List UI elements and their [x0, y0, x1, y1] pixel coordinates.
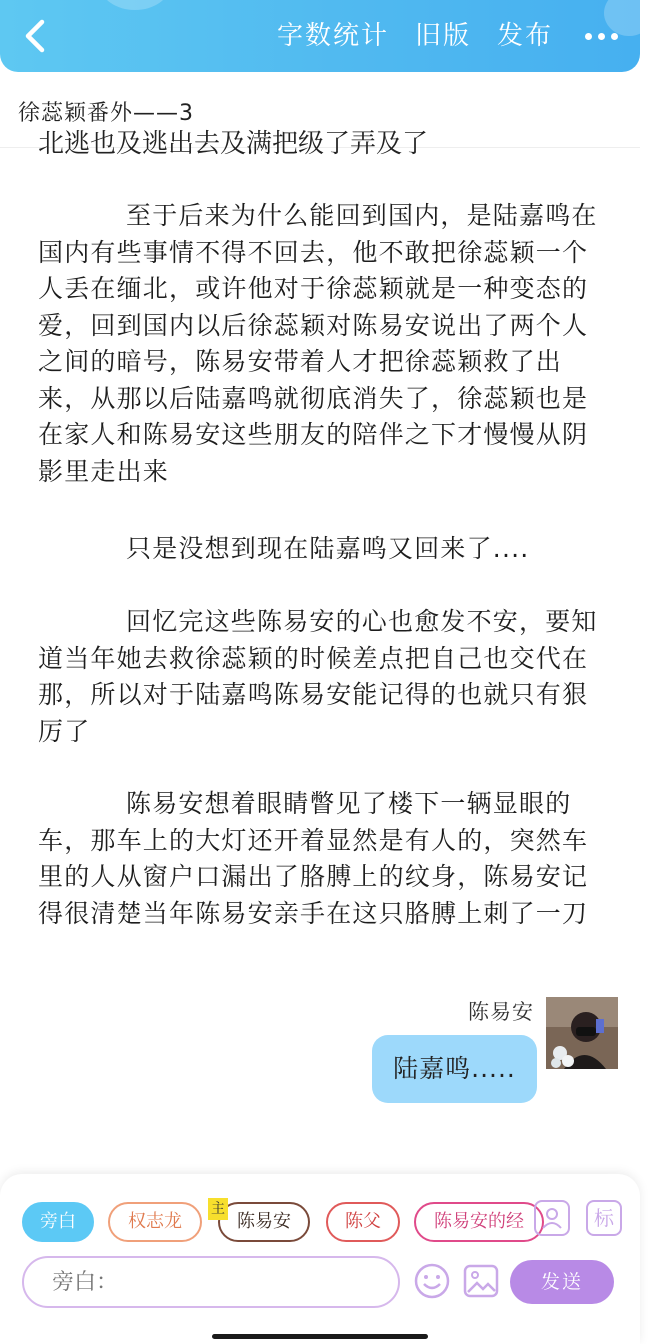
message-input[interactable] [22, 1256, 400, 1308]
send-button[interactable]: 发送 [510, 1260, 614, 1304]
image-icon [462, 1262, 500, 1300]
chip-character-main[interactable]: 陈易安 [218, 1202, 310, 1242]
character-manage-button[interactable] [534, 1200, 570, 1236]
top-app-bar [0, 0, 640, 72]
chip-character[interactable]: 陈父 [326, 1202, 400, 1242]
story-paragraph: 至于后来为什么能回到国内，是陆嘉鸣在国内有些事情不得不回去，他不敢把徐蕊颖一个人丢在缅北，或许他对于徐蕊颖就是一种变态的爱，回到国内以后徐蕊颖对陈易安说出了两个人之间的暗号，陈易安带着人才把徐蕊颖救了出来，从那以后陆嘉鸣就彻底消失了，徐蕊颖也是在家人和陈易安这些朋友的陪伴之下才慢慢从阴影里走出来 [38, 201, 598, 486]
message-bubble[interactable]: 陆嘉鸣..... [372, 1035, 537, 1103]
chip-narration[interactable]: 旁白 [22, 1202, 94, 1242]
publish-button[interactable]: 发布 [496, 21, 553, 51]
tag-button[interactable] [586, 1200, 622, 1236]
chapter-title[interactable]: 徐蕊颖番外——3 [18, 101, 194, 126]
emoji-button[interactable] [413, 1262, 451, 1300]
story-cut-line: 北逃也及逃出去及满把级了弄及了 [38, 129, 429, 159]
back-button[interactable] [18, 16, 54, 56]
chip-character[interactable]: 权志龙 [108, 1202, 202, 1242]
story-paragraph: 回忆完这些陈易安的心也愈发不安，要知道当年她去救徐蕊颖的时候差点把自己也交代在那，所以对于陆嘉鸣陈易安能记得的也就只有狠厉了 [38, 607, 598, 746]
home-indicator[interactable] [212, 1334, 428, 1339]
chevron-left-icon [18, 16, 54, 56]
chip-character[interactable]: 陈易安的经 [414, 1202, 544, 1242]
main-character-badge: 主 [208, 1198, 228, 1220]
speaker-name: 陈易安 [468, 1000, 534, 1024]
emoji-icon [413, 1262, 451, 1300]
word-count-button[interactable]: 字数统计 [276, 21, 389, 51]
person-icon [536, 1202, 568, 1234]
more-options-icon[interactable] [579, 18, 618, 54]
avatar[interactable] [546, 997, 618, 1069]
story-paragraph: 陈易安想着眼睛瞥见了楼下一辆显眼的车，那车上的大灯还开着显然是有人的，突然车里的人从窗户口漏出了胳膊上的纹身，陈易安记得很清楚当年陈易安亲手在这只胳膊上刺了一刀 [38, 789, 589, 928]
character-chip-bar[interactable] [22, 1200, 524, 1244]
image-button[interactable] [462, 1262, 500, 1300]
header-actions [277, 18, 618, 54]
avatar-photo-icon [546, 997, 618, 1069]
tag-button-label: 标 [594, 1206, 614, 1230]
decorative-bubble [100, 0, 170, 10]
old-version-button[interactable]: 旧版 [414, 21, 471, 51]
story-content[interactable] [38, 129, 608, 978]
story-paragraph: 只是没想到现在陆嘉鸣又回来了.... [126, 534, 530, 563]
